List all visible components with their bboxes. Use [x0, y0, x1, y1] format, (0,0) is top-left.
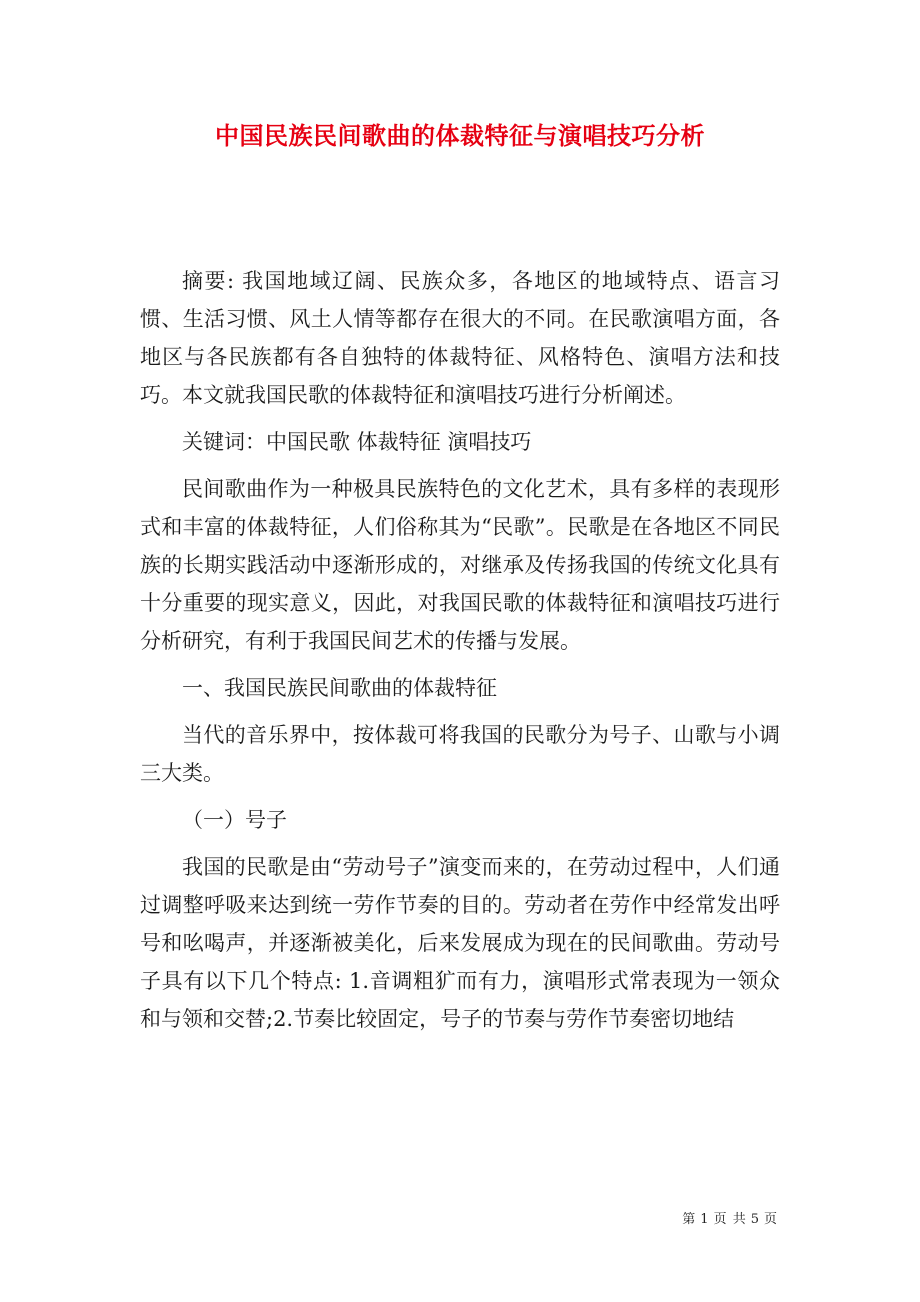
haozi-paragraph: 我国的民歌是由“劳动号子”演变而来的，在劳动过程中，人们通过调整呼吸来达到统一劳作节奏的目的。劳动者在劳作中经常发出呼号和吆喝声，并逐渐被美化，后来发展成为现在的民间歌曲。劳动号子具有以下几个特点: 1.音调粗犷而有力，演唱形式常表现为一领众和与领和交替;2.节奏比较固定，号子的节奏与劳作节奏密切地结 — [140, 855, 780, 1031]
subsection-heading: （一）号子 — [182, 808, 287, 832]
total-pages: 5 — [750, 1212, 760, 1227]
footer-middle: 页 共 — [713, 1212, 747, 1227]
abstract-paragraph: 摘要: 我国地域辽阔、民族众多，各地区的地域特点、语言习惯、生活习惯、风土人情等都存在很大的不同。在民歌演唱方面，各地区与各民族都有各自独特的体裁特征、风格特色、演唱方法和技巧。本文就我国民歌的体裁特征和演唱技巧进行分析阐述。 — [140, 269, 780, 407]
footer-suffix: 页 — [763, 1212, 778, 1227]
page-number: 1 — [700, 1212, 710, 1227]
intro-paragraph: 民间歌曲作为一种极具民族特色的文化艺术，具有多样的表现形式和丰富的体裁特征，人们俗称其为“民歌”。民歌是在各地区不同民族的长期实践活动中逐渐形成的，对继承及传扬我国的传统文化具有十分重要的现实意义，因此，对我国民歌的体裁特征和演唱技巧进行分析研究，有利于我国民间艺术的传播与发展。 — [140, 477, 780, 653]
document-title: 中国民族民间歌曲的体裁特征与演唱技巧分析 — [215, 121, 705, 150]
section-intro-paragraph: 当代的音乐界中，按体裁可将我国的民歌分为号子、山歌与小调三大类。 — [140, 723, 780, 785]
footer-prefix: 第 — [682, 1212, 697, 1227]
keywords-paragraph: 关键词：中国民歌 体裁特征 演唱技巧 — [182, 430, 532, 454]
page-footer — [680, 1208, 780, 1227]
document-body — [140, 262, 780, 1047]
section-heading: 一、我国民族民间歌曲的体裁特征 — [182, 676, 497, 700]
